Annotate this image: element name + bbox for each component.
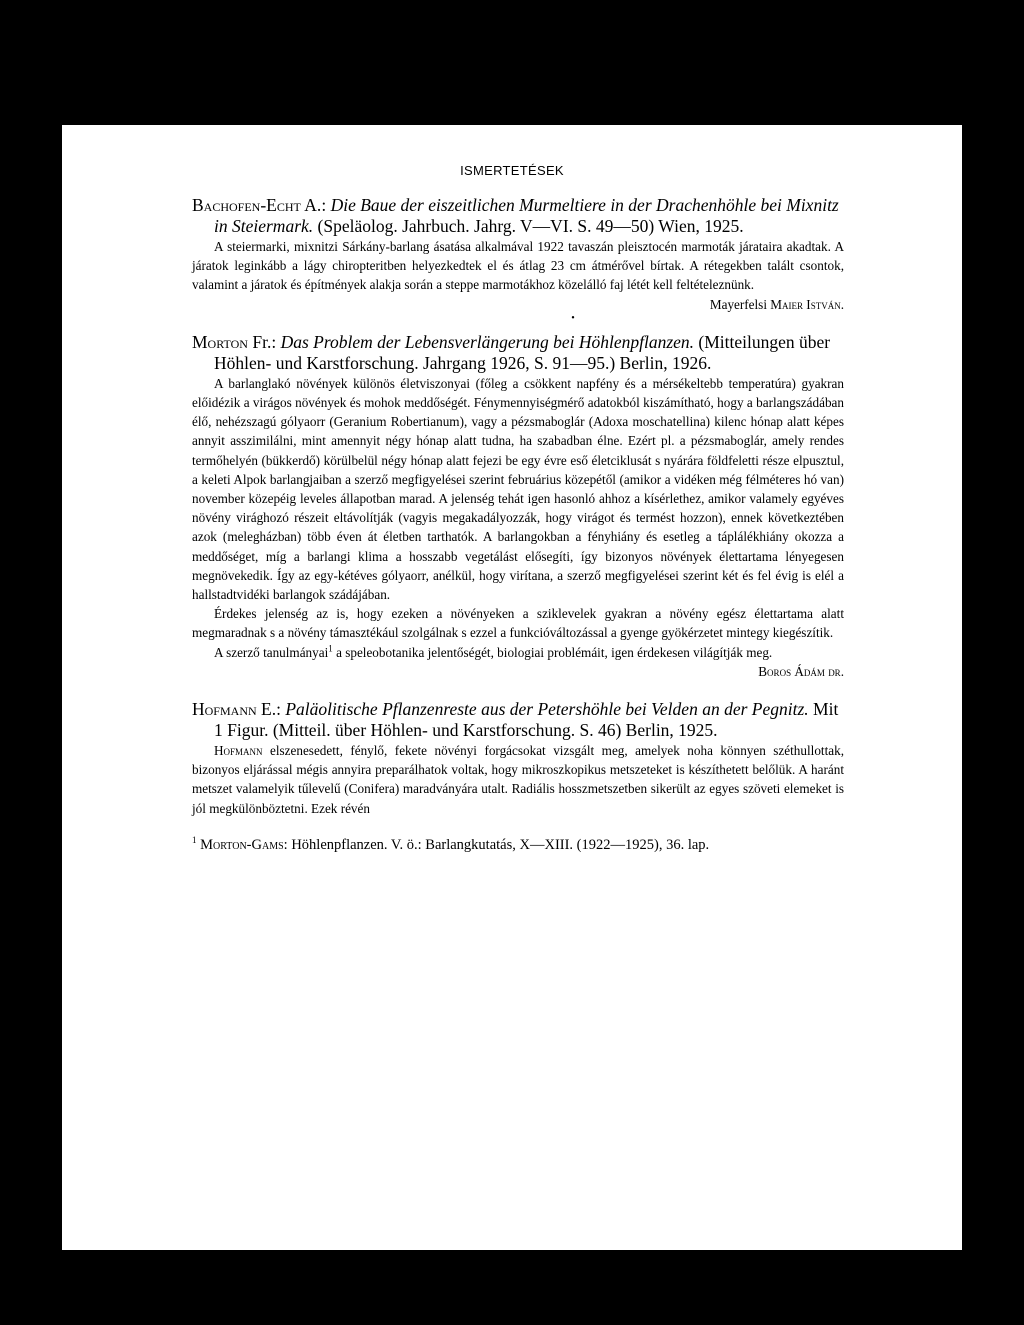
paragraph-text: A szerző tanulmányai [214,644,329,660]
entry-work-title: Paläolitische Pflanzenreste aus der Petershöhle bei Velden an der Pegnitz. [285,699,809,720]
entry-body [192,237,844,314]
paragraph-text: a speleobotanika jelentőségét, biologiai problémáit, igen érdekesen világítják meg. [332,644,773,660]
entry-source: (Speläolog. Jahrbuch. Jahrg. V—VI. S. 49—50) Wien, 1925. [317,216,744,236]
entry-author: Bachofen-Echt [192,195,301,215]
entry-initial: E. [261,699,277,720]
entry-initial: A. [304,195,322,215]
entry-paragraph: A steiermarki, mixnitzi Sárkány-barlang ásatása alkalmával 1922 tavaszán pleisztocén marmoták járataira akadtak. A járatok leginkább a lágy chiropteritben helyezkedtek el és átlag 23 cm átmérővel bírtak. A rétegekben talált csontok, valamint a járatok és építmények alakja során a steppe marmotákhoz közelálló faj létét kell feltételeznünk. [192,239,844,293]
entry-author: Hofmann [192,699,257,720]
entry-paragraph [192,643,844,662]
entry-body [192,741,844,818]
page-content [192,195,844,854]
entry-initial: Fr. [252,331,272,352]
review-entry-bachofen [192,195,844,314]
entry-body [192,374,844,681]
entry-title: Hofmann E.: Paläolitische Pflanzenreste aus der Petershöhle bei Velden an der Pegnitz. Mit 1 Figur. (Mitteil. über Höhlen- und Karstforschung. S. 46) Berlin, 1925. [192,699,839,741]
entry-source: Mit 1 Figur. (Mitteil. über Höhlen- und Karstforschung. S. 46) Berlin, 1925. [214,699,839,741]
entry-paragraph: A barlanglakó növények különös életviszonyai (főleg a csökkent napfény és a mérsékeltebb temperatúra) gyakran előidézik a virágos növények és mohok meddőségét. Fénymennyiségmérő adatokból kiszámítható, hogy a barlangszádában élő, nehézszagú gólyaorr (Geranium Robertianum), vagy a pézsmaboglár (Adoxa moschatellina) kilenc hónap alatt képes annyit asszimilálni, mint amennyit négy hónap alatt tudna, ha szabadban élne. Ezért pl. a pézsmaboglár, amely rendes termőhelyén (bükkerdő) körülbelül négy hónap alatt fejezi be egy évre eső életciklusát s nyárára földfeletti része elpusztul, a keleti Alpok barlangjaiban a szerző megfigyelései szerint februárius közepétől (amikor a vidéken még félméteres hó van) november közepéig leveles állapotban marad. A jelenség tehát igen hasonló ahhoz a kísérlethez, amikor valamely egyéves növény virághozó részeit eltávolítják (vagyis megakadályozzák, hogy virágot és termést hozzon), ennek következtében azok (melegházban) több éven át életben tarthatók. A barlangokban a fényhiány és esetleg a táplálékhiány okozza a meddőséget, míg a barlangi klima a hosszabb vegetálást elősegíti, így bizonyos növények élettartama lényegesen megnövekedik. Így az egy-kétéves gólyaorr, anélkül, hogy virítana, a szerző megfigyelései szerint két és fel évig is elél a hallstadtvidéki barlangok szádájában. [192,375,844,603]
entry-signature [192,295,844,314]
signature-name: Boros Ádám dr. [758,663,844,679]
document-page [62,125,962,1250]
entry-source: (Mitteilungen über Höhlen- und Karstforschung. Jahrgang 1926, S. 91—95.) Berlin, 1926. [214,331,831,373]
footnote-text: Höhlenpflanzen. V. ö.: Barlangkutatás, X—XIII. (1922—1925), 36. lap. [287,836,710,853]
footnote-mark: 1 [328,643,333,654]
entry-signature [192,662,844,681]
footnote [192,836,844,854]
review-entry-hofmann [192,699,844,818]
entry-title: Bachofen-Echt A.: Die Baue der eiszeitlichen Murmeltiere in der Drachenhöhle bei Mixnitz in Steiermark. (Speläolog. Jahrbuch. Jahrg. V—VI. S. 49—50) Wien, 1925. [192,195,839,236]
running-header: ISMERTETÉSEK [460,163,564,178]
entry-paragraph [192,741,844,818]
review-entry-morton [192,332,844,681]
signature-prefix: Mayerfelsi [709,296,767,312]
entry-title: Morton Fr.: Das Problem der Lebensverlängerung bei Höhlenpflanzen. (Mitteilungen über Höhlen- und Karstforschung. Jahrgang 1926, S. 91—95.) Berlin, 1926. [192,331,831,373]
paragraph-lead: Hofmann [214,743,263,759]
footnote-mark: 1 [192,835,197,846]
separator-dot: • [571,312,575,324]
entry-work-title: Die Baue der eiszeitlichen Murmeltiere in der Drachenhöhle bei Mixnitz in Steiermark. [214,195,839,236]
signature-name: Maier István. [770,296,844,312]
footnote-author: Morton-Gams: [200,836,288,853]
entry-author: Morton [192,331,248,352]
entry-paragraph: Érdekes jelenség az is, hogy ezeken a növényeken a sziklevelek gyakran a növény egész élettartama alatt megmaradnak s a növény támasztékául szolgálnak s ezzel a funkcióváltozással a gyenge gyökérzetet mintegy kiegészítik. [192,606,844,641]
paragraph-text: elszenesedett, fénylő, fekete növényi forgácsokat vizsgált meg, amelyek noha könnyen széthullottak, bizonyos eljárással mégis annyira preparálhatok voltak, hogy mikroszkopikus metszeteket is készíthetett belőlük. A haránt metszet valamelyik tűlevelű (Conifera) maradványára utalt. Radiális hosszmetszetben sikerült az egyes szöveti elemeket is jól megkülönböztetni. Ezek révén [192,743,844,816]
entry-work-title: Das Problem der Lebensverlängerung bei Höhlenpflanzen. [280,331,695,352]
